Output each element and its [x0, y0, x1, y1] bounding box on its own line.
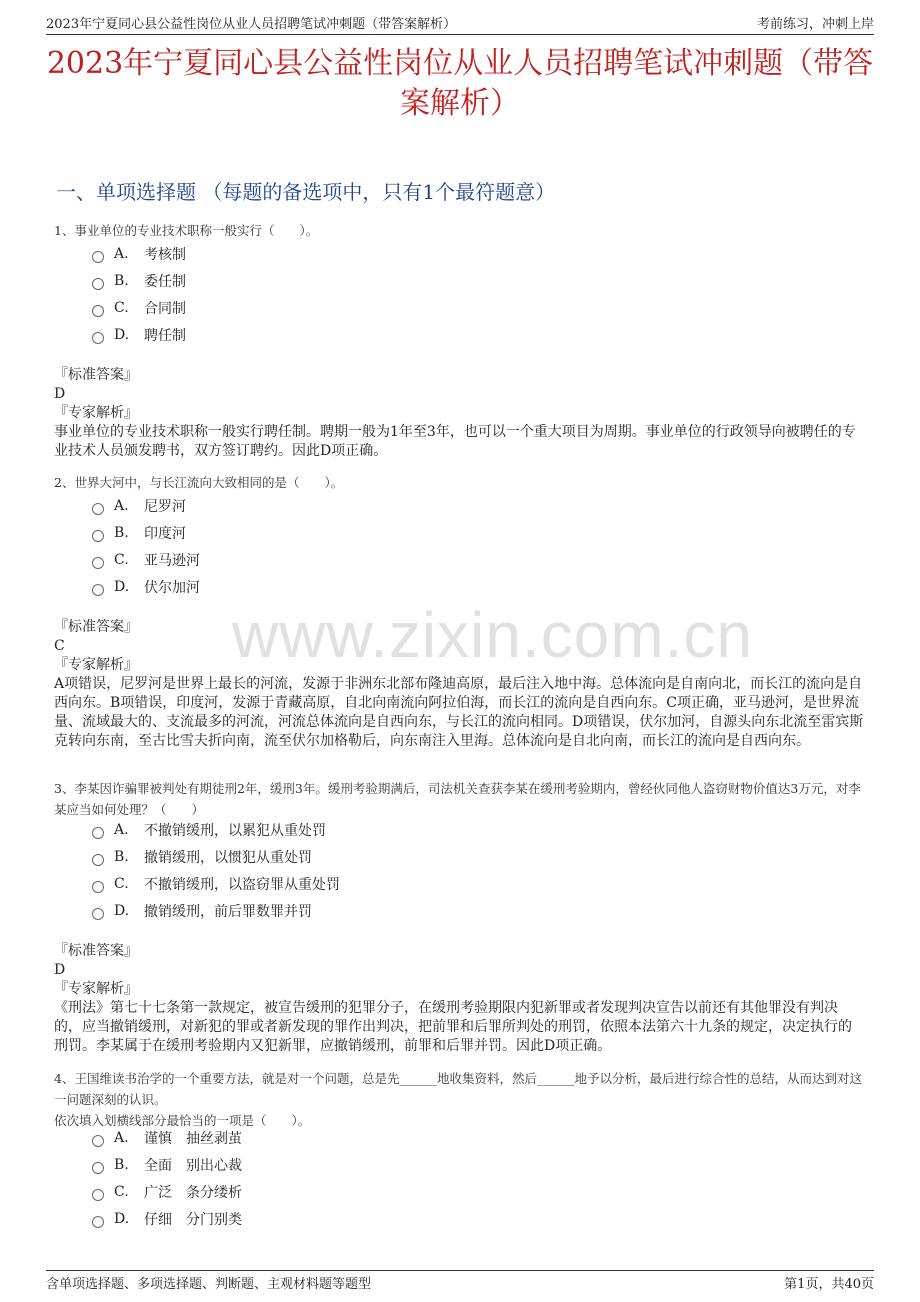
option-a[interactable]	[92, 240, 186, 267]
option-letter: A.	[114, 821, 129, 838]
question-3-options	[92, 816, 340, 924]
document-title-line-1: 2023年宁夏同心县公益性岗位从业人员招聘笔试冲刺题（带答	[46, 46, 874, 81]
question-2-options	[92, 492, 200, 600]
answer-label: 『标准答案』	[54, 943, 138, 959]
option-text: 不撤销缓刑，以累犯从重处罚	[144, 822, 326, 839]
question-1-stem: 1、事业单位的专业技术职称一般实行（ ）。	[54, 223, 319, 238]
option-b[interactable]	[92, 1151, 242, 1178]
document-title-line-2: 案解析）	[400, 86, 520, 121]
option-letter: C.	[114, 875, 129, 892]
radio-icon[interactable]	[92, 251, 104, 263]
option-letter: A.	[114, 497, 129, 514]
header-slogan: 考前练习，冲刺上岸	[756, 16, 874, 32]
option-letter: D.	[114, 902, 130, 919]
option-c[interactable]	[92, 294, 186, 321]
option-letter: B.	[114, 1156, 129, 1173]
option-text: 广泛 条分缕析	[144, 1184, 242, 1201]
radio-icon[interactable]	[92, 881, 104, 893]
option-letter: A.	[114, 1129, 129, 1146]
question-2-answer-block	[54, 618, 864, 751]
radio-icon[interactable]	[92, 827, 104, 839]
section-heading: 一、单项选择题 （每题的备选项中，只有1个最符题意）	[56, 180, 556, 204]
option-letter: C.	[114, 299, 129, 316]
question-1-options	[92, 240, 186, 348]
question-4-stem	[54, 1068, 866, 1131]
option-c[interactable]	[92, 546, 200, 573]
option-letter: D.	[114, 578, 130, 595]
question-4-instruction: 依次填入划横线部分最恰当的一项是（ ）。	[54, 1113, 311, 1128]
option-letter: B.	[114, 524, 129, 541]
option-d[interactable]	[92, 321, 186, 348]
radio-icon[interactable]	[92, 1189, 104, 1201]
radio-icon[interactable]	[92, 503, 104, 515]
option-text: 撤销缓刑，以惯犯从重处罚	[144, 849, 312, 866]
answer-value: D	[54, 386, 66, 402]
option-text: 全面 别出心裁	[144, 1157, 242, 1174]
option-c[interactable]	[92, 870, 340, 897]
option-text: 仔细 分门别类	[144, 1211, 242, 1228]
option-text: 考核制	[144, 246, 186, 263]
option-c[interactable]	[92, 1178, 242, 1205]
answer-value: D	[54, 962, 66, 978]
option-letter: D.	[114, 326, 130, 343]
page-number: 第1页，共40页	[784, 1277, 874, 1292]
running-header	[46, 10, 874, 35]
option-d[interactable]	[92, 897, 340, 924]
answer-label: 『标准答案』	[54, 367, 138, 383]
option-a[interactable]	[92, 816, 340, 843]
radio-icon[interactable]	[92, 305, 104, 317]
question-3-answer-block	[54, 942, 864, 1056]
radio-icon[interactable]	[92, 1162, 104, 1174]
radio-icon[interactable]	[92, 1135, 104, 1147]
option-text: 印度河	[144, 525, 186, 542]
option-d[interactable]	[92, 573, 200, 600]
footer-question-types: 含单项选择题、多项选择题、判断题、主观材料题等题型	[46, 1277, 372, 1292]
option-a[interactable]	[92, 492, 200, 519]
watermark: www.zixin.com.cn	[232, 599, 753, 671]
option-b[interactable]	[92, 519, 200, 546]
question-2-stem: 2、世界大河中，与长江流向大致相同的是（ ）。	[54, 475, 344, 490]
radio-icon[interactable]	[92, 584, 104, 596]
analysis-text: 《刑法》第七十七条第一款规定，被宣告缓刑的犯罪分子，在缓刑考验期限内犯新罪或者发现判决宣告以前还有其他罪没有判决的，应当撤销缓刑，对新犯的罪或者新发现的罪作出判决，把前罪和后罪所判处的刑罚，依照本法第六十九条的规定，决定执行的刑罚。李某属于在缓刑考验期内又犯新罪，应撤销缓刑，前罪和后罪并罚。因此D项正确。	[54, 1000, 852, 1054]
radio-icon[interactable]	[92, 530, 104, 542]
option-text: 委任制	[144, 273, 186, 290]
option-letter: B.	[114, 272, 129, 289]
analysis-label: 『专家解析』	[54, 405, 138, 421]
question-4-options	[92, 1124, 242, 1232]
radio-icon[interactable]	[92, 854, 104, 866]
answer-value: C	[54, 638, 65, 654]
option-letter: C.	[114, 551, 129, 568]
option-letter: C.	[114, 1183, 129, 1200]
analysis-text: A项错误，尼罗河是世界上最长的河流，发源于非洲东北部布隆迪高原，最后注入地中海。总体流向是自南向北，而长江的流向是自西向东。B项错误，印度河，发源于青藏高原，自北向南流向阿拉伯海，而长江的流向是自西向东。C项正确，亚马逊河，是世界流量、流域最大的、支流最多的河流，河流总体流向是自西向东，与长江的流向相同。D项错误，伏尔加河，自源头向东北流至雷宾斯克转向东南，至古比雪夫折向南，流至伏尔加格勒后，向东南注入里海。总体流向是自北向南，而长江的流向是自西向东。	[54, 676, 864, 749]
option-a[interactable]	[92, 1124, 242, 1151]
option-b[interactable]	[92, 267, 186, 294]
option-d[interactable]	[92, 1205, 242, 1232]
option-text: 不撤销缓刑，以盗窃罪从重处罚	[144, 876, 340, 893]
option-text: 尼罗河	[144, 498, 186, 515]
question-3-stem: 3、李某因诈骗罪被判处有期徒刑2年，缓刑3年。缓刑考验期满后，司法机关查获李某在缓刑考验期内，曾经伙同他人盗窃财物价值达3万元，对李某应当如何处理？（ ）	[54, 781, 861, 817]
radio-icon[interactable]	[92, 1216, 104, 1228]
document-title	[40, 44, 880, 124]
option-text: 合同制	[144, 300, 186, 317]
radio-icon[interactable]	[92, 278, 104, 290]
analysis-label: 『专家解析』	[54, 981, 138, 997]
option-text: 聘任制	[144, 327, 186, 344]
page-footer	[46, 1270, 874, 1292]
header-doc-title: 2023年宁夏同心县公益性岗位从业人员招聘笔试冲刺题（带答案解析）	[46, 16, 457, 32]
radio-icon[interactable]	[92, 332, 104, 344]
option-text: 亚马逊河	[144, 552, 200, 569]
option-letter: B.	[114, 848, 129, 865]
analysis-text: 事业单位的专业技术职称一般实行聘任制。聘期一般为1年至3年，也可以一个重大项目为周期。事业单位的行政领导向被聘任的专业技术人员颁发聘书，双方签订聘约。因此D项正确。	[54, 424, 856, 459]
option-text: 撤销缓刑，前后罪数罪并罚	[144, 903, 312, 920]
analysis-label: 『专家解析』	[54, 657, 138, 673]
option-text: 伏尔加河	[144, 579, 200, 596]
option-letter: D.	[114, 1210, 130, 1227]
radio-icon[interactable]	[92, 908, 104, 920]
question-1-answer-block	[54, 366, 864, 461]
question-4-stem-text: 4、王国维读书治学的一个重要方法，就是对一个问题，总是先______地收集资料，然后______地予以分析，最后进行综合性的总结，从而达到对这一问题深刻的认识。	[54, 1071, 862, 1107]
answer-label: 『标准答案』	[54, 619, 138, 635]
option-text: 谨慎 抽丝剥茧	[144, 1130, 242, 1147]
option-b[interactable]	[92, 843, 340, 870]
option-letter: A.	[114, 245, 129, 262]
radio-icon[interactable]	[92, 557, 104, 569]
